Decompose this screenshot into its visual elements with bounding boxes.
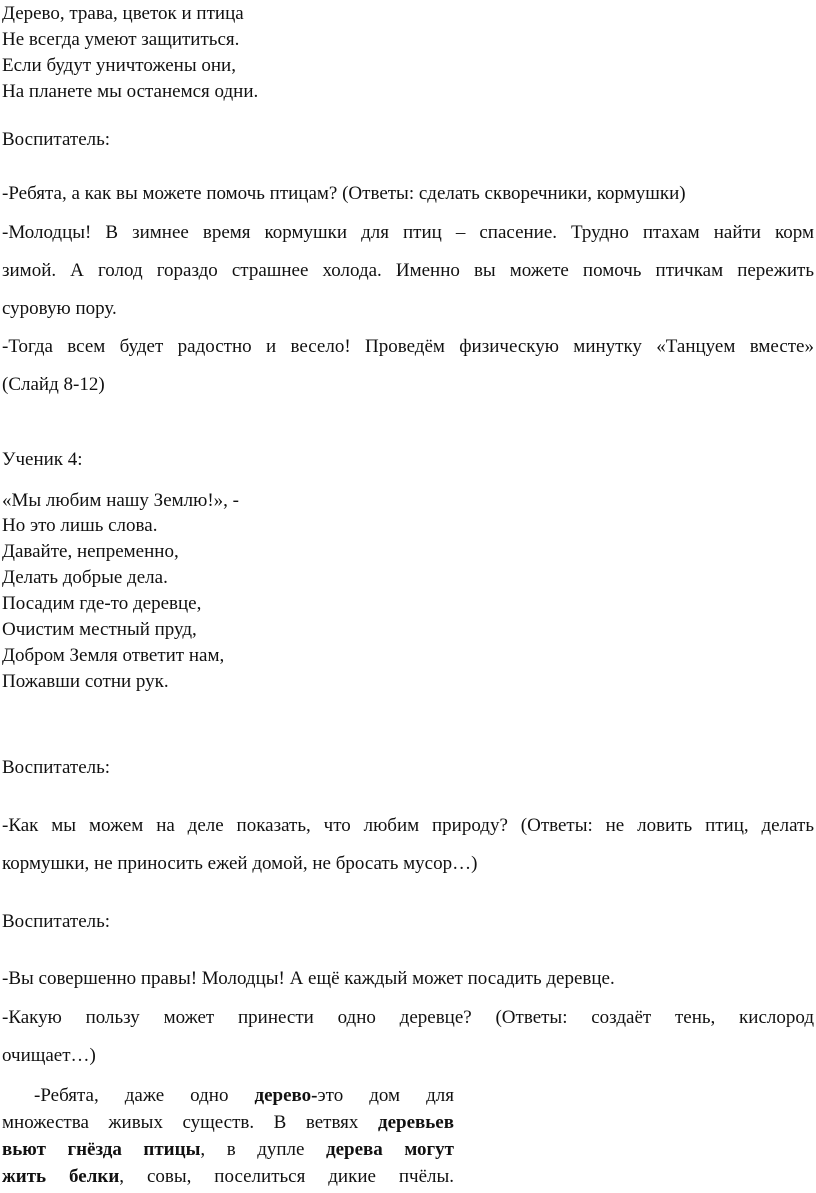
poem1-line-4: На планете мы останемся одни. [2,81,259,102]
paragraph-line: -Молодцы! В зимнее время кормушки для птиц – спасение. Трудно птахам найти корм [2,222,814,243]
speaker-label: Воспитатель: [2,757,111,778]
paragraph-line: -Как мы можем на деле показать, что любим природу? (Ответы: не ловить птиц, делать [2,815,814,836]
poem2-line: Но это лишь слова. [2,515,158,536]
column-line [2,1138,454,1162]
poem2-line: «Мы любим нашу Землю!», - [2,490,239,511]
bold-term: деревьев [377,1112,454,1133]
paragraph-line: -Какую пользу может принести одно деревце? (Ответы: создаёт тень, кислород [2,1007,814,1028]
bold-term: жить белки [2,1166,120,1187]
paragraph-line: -Тогда всем будет радостно и весело! Проведём физическую минутку «Танцуем вместе» [2,336,814,357]
poem2-line: Очистим местный пруд, [2,619,197,640]
paragraph-line: (Слайд 8-12) [2,374,105,395]
poem1-line-1: Дерево, трава, цветок и птица [2,3,244,24]
column-line [2,1084,454,1108]
column-line [2,1111,454,1135]
bold-term: дерево- [254,1085,318,1106]
column-text: -Ребята, даже одно [34,1085,255,1106]
paragraph-line: зимой. А голод гораздо страшнее холода. Именно вы можете помочь птичкам пережить [2,260,814,281]
poem1-line-2: Не всегда умеют защититься. [2,29,240,50]
bold-term: дерева могут [325,1139,454,1160]
paragraph-line: -Ребята, а как вы можете помочь птицам? (Ответы: сделать скворечники, кормушки) [2,183,686,204]
poem2-line: Посадим где-то деревце, [2,593,202,614]
speaker-label: Воспитатель: [2,129,111,150]
column-line [2,1165,454,1189]
poem2-line: Пожавши сотни рук. [2,671,169,692]
paragraph-line: кормушки, не приносить ежей домой, не бросать мусор…) [2,853,478,874]
bold-term: вьют гнёзда птицы [2,1139,201,1160]
speaker-label: Воспитатель: [2,911,111,932]
paragraph-line: суровую пору. [2,298,117,319]
poem2-line: Давайте, непременно, [2,541,179,562]
column-text: множества живых существ. В ветвях [2,1112,378,1133]
column-text: , в дупле [200,1139,326,1160]
speaker-label: Ученик 4: [2,449,83,470]
column-text: , совы, поселиться дикие пчёлы. [119,1166,455,1187]
paragraph-line: -Вы совершенно правы! Молодцы! А ещё каждый может посадить деревце. [2,968,615,989]
paragraph-line: очищает…) [2,1045,96,1066]
column-text: это дом для [317,1085,454,1106]
poem2-line: Добром Земля ответит нам, [2,645,225,666]
poem2-line: Делать добрые дела. [2,567,168,588]
poem1-line-3: Если будут уничтожены они, [2,55,236,76]
